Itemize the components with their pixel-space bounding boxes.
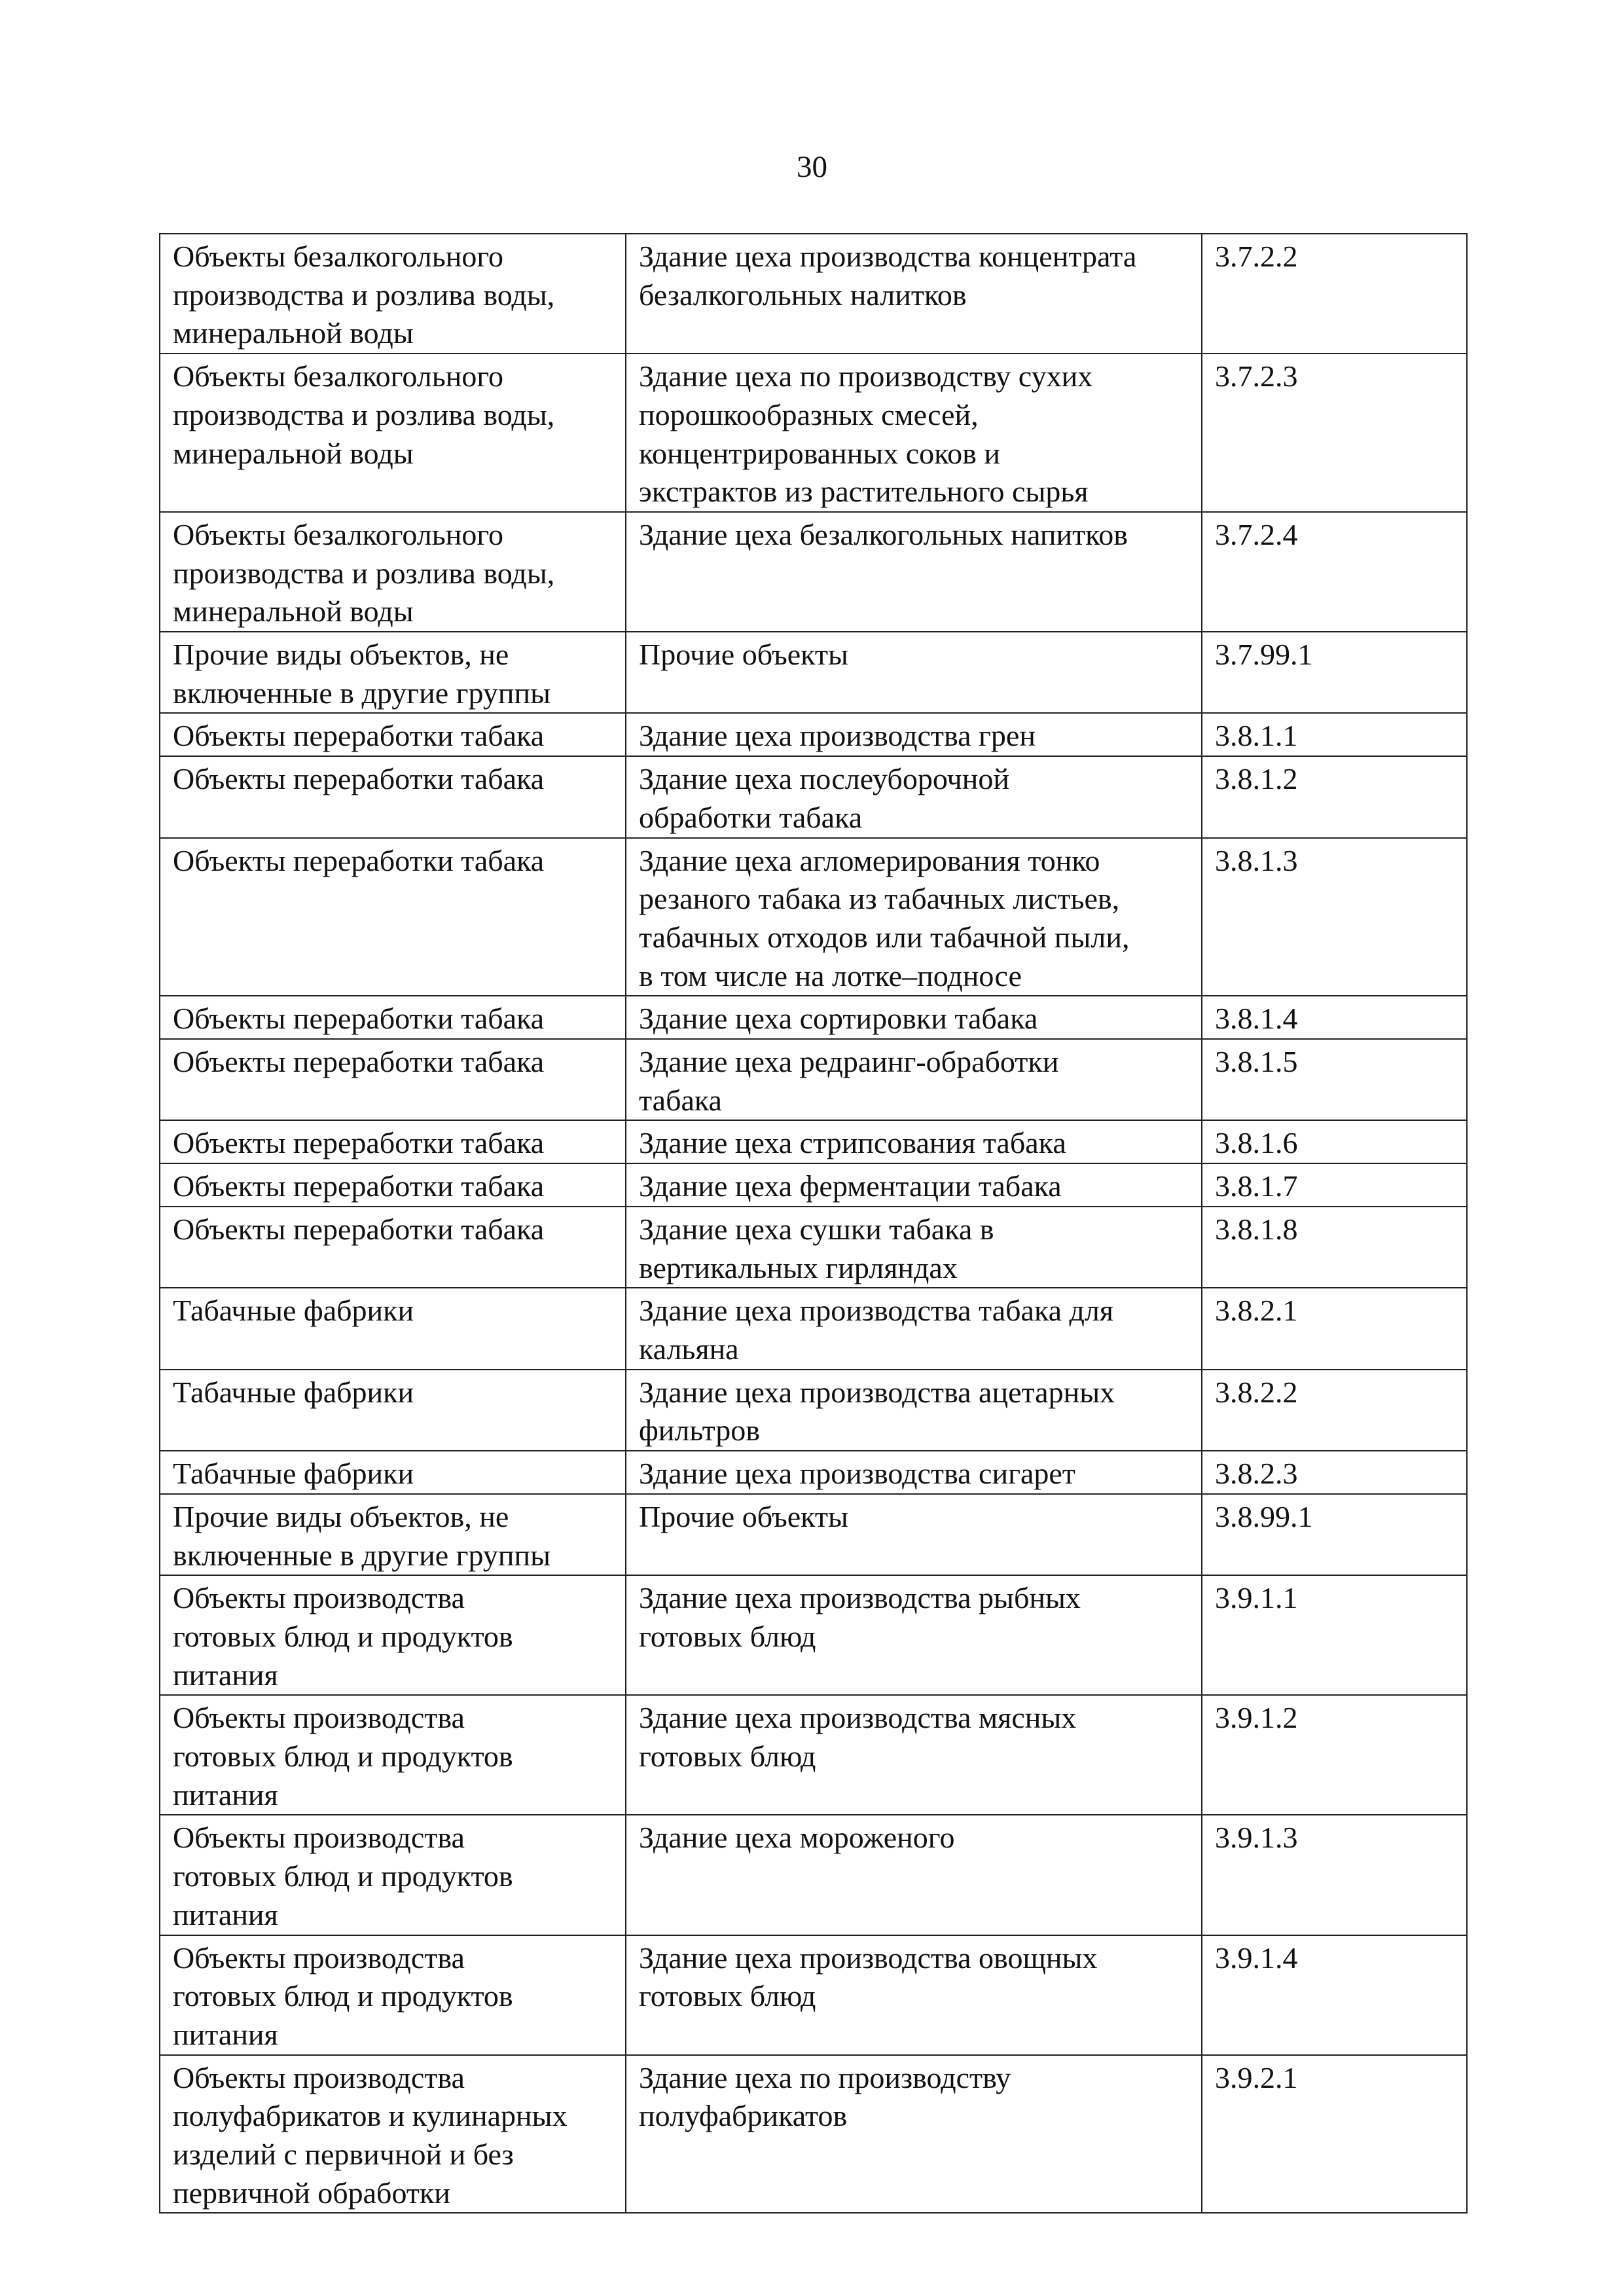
code-text: 3.9.1.1 [1215, 1581, 1298, 1615]
building-cell [626, 1288, 1202, 1369]
building-cell [626, 234, 1202, 354]
cell-line: обработки табака [639, 800, 863, 834]
cell-line: фильтров [639, 1413, 760, 1448]
object-type-cell [160, 234, 626, 354]
cell-line: минеральной воды [173, 436, 414, 470]
code-text: 3.8.99.1 [1215, 1499, 1313, 1533]
code-cell [1202, 1370, 1467, 1451]
cell-line: в том числе на лотке–подносе [639, 958, 1022, 993]
cell-line: Здание цеха производства грен [639, 719, 1036, 753]
table-row [160, 1575, 1467, 1695]
cell-line: Здание цеха сушки табака в [639, 1212, 994, 1246]
cell-line: Здание цеха производства табака для [639, 1294, 1114, 1328]
table-row [160, 1207, 1467, 1288]
cell-line: кальяна [639, 1332, 739, 1366]
code-text: 3.7.99.1 [1215, 638, 1313, 672]
building-cell [626, 713, 1202, 756]
cell-line: Объекты безалкогольного [173, 359, 504, 393]
cell-line: производства и розлива воды, [173, 556, 555, 590]
code-cell [1202, 512, 1467, 632]
building-cell [626, 1815, 1202, 1935]
cell-line: готовых блюд [639, 1740, 816, 1774]
cell-line: резаного табака из табачных листьев, [639, 882, 1120, 916]
cell-line: включенные в другие группы [173, 1538, 551, 1572]
cell-line: готовых блюд [639, 1979, 816, 2013]
code-cell [1202, 1695, 1467, 1815]
object-type-cell [160, 1370, 626, 1451]
building-cell [626, 1163, 1202, 1207]
building-cell [626, 1370, 1202, 1451]
cell-line: порошкообразных смесей, [639, 397, 979, 431]
cell-line: табачных отходов или табачной пыли, [639, 920, 1130, 954]
cell-line: Здание цеха производства мясных [639, 1701, 1077, 1735]
building-cell [626, 632, 1202, 713]
cell-line: минеральной воды [173, 594, 414, 629]
object-type-cell [160, 1935, 626, 2055]
cell-line: Объекты переработки табака [173, 1212, 545, 1246]
table-row [160, 996, 1467, 1039]
object-type-cell [160, 1575, 626, 1695]
building-cell [626, 1039, 1202, 1120]
building-cell [626, 756, 1202, 837]
code-text: 3.8.1.6 [1215, 1126, 1298, 1160]
code-cell [1202, 1494, 1467, 1575]
cell-line: Объекты переработки табака [173, 719, 545, 753]
code-text: 3.8.1.3 [1215, 843, 1298, 877]
code-text: 3.8.1.7 [1215, 1169, 1298, 1203]
code-cell [1202, 756, 1467, 837]
cell-line: Здание цеха агломерирования тонко [639, 843, 1100, 877]
building-cell [626, 512, 1202, 632]
cell-line: Прочие виды объектов, не [173, 1499, 509, 1533]
cell-line: готовых блюд [639, 1619, 816, 1653]
table-row [160, 1935, 1467, 2055]
cell-line: безалкогольных налитков [639, 278, 967, 312]
object-type-cell [160, 1815, 626, 1935]
building-cell [626, 1207, 1202, 1288]
code-cell [1202, 1575, 1467, 1695]
object-type-cell [160, 354, 626, 512]
code-text: 3.9.1.3 [1215, 1821, 1298, 1855]
building-cell [626, 1451, 1202, 1494]
cell-line: Табачные фабрики [173, 1294, 414, 1328]
object-type-cell [160, 1451, 626, 1494]
building-cell [626, 2055, 1202, 2214]
cell-line: производства и розлива воды, [173, 278, 555, 312]
building-cell [626, 354, 1202, 512]
cell-line: Здание цеха производства сигарет [639, 1457, 1075, 1491]
building-cell [626, 838, 1202, 996]
table-row [160, 1815, 1467, 1935]
cell-line: Здание цеха мороженого [639, 1821, 955, 1855]
cell-line: концентрированных соков и [639, 436, 1000, 470]
cell-line: Здание цеха безалкогольных напитков [639, 517, 1128, 551]
object-type-cell [160, 1695, 626, 1815]
object-type-cell [160, 2055, 626, 2214]
building-cell [626, 1120, 1202, 1163]
cell-line: первичной обработки [173, 2176, 450, 2210]
object-type-cell [160, 756, 626, 837]
cell-line: Здание цеха производства овощных [639, 1941, 1098, 1975]
cell-line: минеральной воды [173, 316, 414, 350]
table-row [160, 756, 1467, 837]
cell-line: Объекты производства [173, 1941, 465, 1975]
code-cell [1202, 1815, 1467, 1935]
cell-line: Здание цеха стрипсования табака [639, 1126, 1066, 1160]
table-row [160, 1163, 1467, 1207]
code-text: 3.8.1.8 [1215, 1212, 1298, 1246]
code-text: 3.8.2.3 [1215, 1457, 1298, 1491]
cell-line: питания [173, 1897, 278, 1931]
cell-line: Объекты производства [173, 1701, 465, 1735]
cell-line: готовых блюд и продуктов [173, 1859, 513, 1893]
objects-table-body [160, 234, 1467, 2213]
cell-line: Прочие виды объектов, не [173, 638, 509, 672]
object-type-cell [160, 996, 626, 1039]
cell-line: вертикальных гирляндах [639, 1250, 958, 1285]
cell-line: Здание цеха производства рыбных [639, 1581, 1081, 1615]
objects-table [159, 233, 1468, 2214]
building-cell [626, 1575, 1202, 1695]
cell-line: Объекты переработки табака [173, 1169, 545, 1203]
table-row [160, 1039, 1467, 1120]
code-cell [1202, 1451, 1467, 1494]
cell-line: Объекты безалкогольного [173, 517, 504, 551]
object-type-cell [160, 713, 626, 756]
cell-line: Здание цеха редраинг-обработки [639, 1045, 1059, 1079]
code-cell [1202, 838, 1467, 996]
code-text: 3.9.1.2 [1215, 1701, 1298, 1735]
object-type-cell [160, 1039, 626, 1120]
code-text: 3.7.2.2 [1215, 240, 1298, 273]
code-text: 3.8.1.2 [1215, 762, 1298, 796]
cell-line: Здание цеха по производству сухих [639, 359, 1093, 393]
cell-line: готовых блюд и продуктов [173, 1619, 513, 1653]
table-row [160, 1120, 1467, 1163]
object-type-cell [160, 1494, 626, 1575]
table-row [160, 713, 1467, 756]
cell-line: Объекты переработки табака [173, 1045, 545, 1079]
table-row [160, 1451, 1467, 1494]
cell-line: Объекты безалкогольного [173, 240, 504, 273]
cell-line: готовых блюд и продуктов [173, 1740, 513, 1774]
code-cell [1202, 1163, 1467, 1207]
code-cell [1202, 713, 1467, 756]
code-text: 3.9.1.4 [1215, 1941, 1298, 1975]
cell-line: Объекты переработки табака [173, 843, 545, 877]
table-row [160, 234, 1467, 354]
code-cell [1202, 1288, 1467, 1369]
cell-line: Объекты переработки табака [173, 1126, 545, 1160]
code-cell [1202, 632, 1467, 713]
cell-line: питания [173, 1658, 278, 1692]
table-row [160, 512, 1467, 632]
code-text: 3.8.2.2 [1215, 1375, 1298, 1409]
cell-line: производства и розлива воды, [173, 397, 555, 431]
code-text: 3.8.2.1 [1215, 1294, 1298, 1328]
cell-line: Прочие объекты [639, 638, 848, 672]
cell-line: Объекты производства [173, 2060, 465, 2094]
object-type-cell [160, 1120, 626, 1163]
code-cell [1202, 1120, 1467, 1163]
building-cell [626, 1494, 1202, 1575]
code-text: 3.7.2.3 [1215, 359, 1298, 393]
cell-line: Объекты переработки табака [173, 1002, 545, 1036]
page-number: 30 [797, 150, 827, 184]
cell-line: Прочие объекты [639, 1499, 848, 1533]
cell-line: полуфабрикатов и кулинарных [173, 2099, 568, 2133]
cell-line: готовых блюд и продуктов [173, 1979, 513, 2013]
cell-line: питания [173, 2017, 278, 2051]
cell-line: Здание цеха послеуборочной [639, 762, 1009, 796]
building-cell [626, 1935, 1202, 2055]
code-text: 3.9.2.1 [1215, 2060, 1298, 2094]
object-type-cell [160, 632, 626, 713]
cell-line: полуфабрикатов [639, 2099, 848, 2133]
table-row [160, 1370, 1467, 1451]
table-row [160, 1288, 1467, 1369]
code-cell [1202, 996, 1467, 1039]
object-type-cell [160, 1207, 626, 1288]
code-text: 3.8.1.5 [1215, 1045, 1298, 1079]
cell-line: Табачные фабрики [173, 1457, 414, 1491]
code-text: 3.8.1.1 [1215, 719, 1298, 753]
cell-line: Здание цеха сортировки табака [639, 1002, 1038, 1036]
object-type-cell [160, 1288, 626, 1369]
cell-line: экстрактов из растительного сырья [639, 475, 1089, 509]
table-row [160, 1494, 1467, 1575]
cell-line: Здание цеха по производству [639, 2060, 1011, 2094]
code-text: 3.8.1.4 [1215, 1002, 1298, 1036]
code-cell [1202, 234, 1467, 354]
code-cell [1202, 354, 1467, 512]
cell-line: Объекты производства [173, 1581, 465, 1615]
table-row [160, 838, 1467, 996]
cell-line: Объекты переработки табака [173, 762, 545, 796]
object-type-cell [160, 1163, 626, 1207]
cell-line: питания [173, 1777, 278, 1812]
table-row [160, 2055, 1467, 2214]
code-cell [1202, 1039, 1467, 1120]
table-row [160, 354, 1467, 512]
object-type-cell [160, 512, 626, 632]
table-row [160, 1695, 1467, 1815]
cell-line: Здание цеха производства ацетарных [639, 1375, 1115, 1409]
cell-line: Табачные фабрики [173, 1375, 414, 1409]
object-type-cell [160, 838, 626, 996]
cell-line: табака [639, 1083, 722, 1117]
code-text: 3.7.2.4 [1215, 517, 1298, 551]
cell-line: Объекты производства [173, 1821, 465, 1855]
code-cell [1202, 2055, 1467, 2214]
table-row [160, 632, 1467, 713]
code-cell [1202, 1207, 1467, 1288]
cell-line: изделий с первичной и без [173, 2138, 514, 2172]
cell-line: включенные в другие группы [173, 676, 551, 710]
cell-line: Здание цеха ферментации табака [639, 1169, 1062, 1203]
cell-line: Здание цеха производства концентрата [639, 240, 1137, 273]
building-cell [626, 1695, 1202, 1815]
building-cell [626, 996, 1202, 1039]
code-cell [1202, 1935, 1467, 2055]
